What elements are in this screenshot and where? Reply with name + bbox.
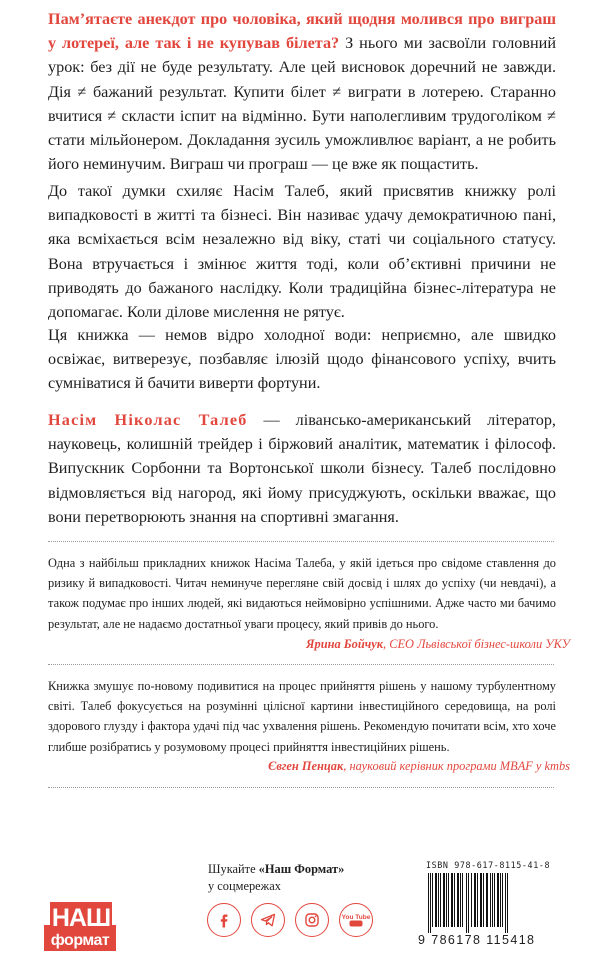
barcode-bar bbox=[443, 873, 445, 927]
barcode bbox=[418, 873, 568, 933]
barcode-bar bbox=[457, 873, 459, 927]
author-name: Насім Ніколас Талеб bbox=[48, 411, 248, 429]
barcode-bar bbox=[477, 873, 478, 927]
barcode-bar bbox=[432, 873, 433, 927]
paragraph-3: Ця книжка — немов відро холодної води: неприємно, але швидко освіжає, витверезує, позбавляє ілюзій щодо фінансового успіху, вчить сумніватися й бачити виверти фортуни. bbox=[48, 326, 556, 393]
review-1-name: Ярина Бойчук bbox=[305, 637, 384, 651]
isbn-number: ISBN 978-617-8115-41-8 bbox=[426, 860, 551, 870]
youtube-icon[interactable] bbox=[339, 903, 373, 937]
barcode-digits: 9 786178 115418 bbox=[418, 933, 536, 947]
barcode-bar bbox=[497, 873, 499, 927]
isbn-block bbox=[418, 860, 568, 947]
barcode-bar bbox=[438, 873, 439, 927]
divider-top bbox=[48, 541, 554, 542]
barcode-bar bbox=[480, 873, 482, 927]
review-2-attribution bbox=[50, 757, 570, 775]
barcode-bar bbox=[468, 873, 469, 933]
paragraph-2: До такої думки схиляє Насім Талеб, який присвятив книжку ролі випадковості в житті та бізнесі. Він називає удачу демократичною пані, яка всміхається всім незалежно від віку, статі чи соціального статусу. Вона втручається і змінює життя тоді, коли об’єктивні причини не приводять до бажаного наслідку. Коли традиційна бізнес-література не допомагає. Коли ділове мислення не рятує. bbox=[48, 182, 556, 322]
barcode-bar bbox=[507, 873, 508, 933]
barcode-bar bbox=[505, 873, 506, 933]
review-1-text: Одна з найбільш прикладних книжок Насіма Талеба, у якій ідеться про свідоме ставлення до ризику й випадковості. Читач неминуче перегляне свій досвід і шлях до успіху (чи невдачі), а також подумає про інших людей, які видаються неймовірно успішними. Адже часто ми бачимо результат, але не надаємо достатньої уваги процесу, який привів до нього. bbox=[48, 556, 556, 631]
telegram-icon[interactable] bbox=[251, 903, 285, 937]
barcode-bar bbox=[448, 873, 449, 927]
author-bio: — лівансько-американський літератор, науковець, колишній трейдер і біржовий аналітик, математик і філософ. Випускник Сорбонни та Вортонської школи бізнесу. Талеб послідовно відмовляється від нагород, які йому присуджують, оскільки вважає, що вони перетворюють знання на спортивні змагання. bbox=[48, 411, 556, 526]
logo-top-text: НАШ bbox=[51, 904, 111, 932]
logo-bottom-text: формат bbox=[50, 932, 110, 949]
social-links bbox=[207, 903, 373, 937]
barcode-bar bbox=[490, 873, 491, 927]
barcode-bar bbox=[483, 873, 484, 927]
social-prompt-prefix: Шукайте bbox=[208, 862, 259, 876]
divider-middle bbox=[48, 664, 554, 665]
review-2-role: , науковий керівник програми MBAF у kmbs bbox=[343, 759, 570, 773]
intro-paragraph bbox=[48, 7, 556, 176]
social-prompt-suffix: у соцмережах bbox=[208, 879, 281, 893]
barcode-bar bbox=[494, 873, 495, 927]
review-2-text: Книжка змушує по-новому подивитися на процес прийняття рішень у нашому турбулентному світі. Талеб фокусується на розумінні цілісної картини інвестиційного середовища, на ролі здорового глузду і фактора удачі під час ухвалення рішень. Рекомендую почитати всім, хто хоче глибше розібратись у розумовому процесі прийняття інвестиційних рішень. bbox=[48, 679, 556, 754]
barcode-bar bbox=[460, 873, 461, 927]
review-1-role: , CEO Львівської бізнес-школи УКУ bbox=[383, 637, 570, 651]
barcode-bar bbox=[435, 873, 437, 927]
barcode-bar bbox=[486, 873, 488, 927]
barcode-bar bbox=[454, 873, 455, 927]
barcode-bar bbox=[451, 873, 453, 927]
divider-bottom bbox=[48, 787, 554, 788]
instagram-icon[interactable] bbox=[295, 903, 329, 937]
publisher-logo bbox=[42, 899, 117, 953]
barcode-bar bbox=[471, 873, 472, 927]
social-prompt bbox=[208, 861, 344, 895]
youtube-label: You Tube bbox=[341, 914, 371, 921]
barcode-bar bbox=[500, 873, 501, 927]
review-1-attribution bbox=[50, 635, 570, 653]
barcode-bar bbox=[502, 873, 503, 927]
barcode-bar bbox=[492, 873, 493, 927]
barcode-bar bbox=[446, 873, 447, 927]
barcode-bar bbox=[462, 873, 463, 927]
barcode-bar bbox=[440, 873, 441, 927]
intro-lead: Пам’ятаєте анекдот про чоловіка, який щодня молився про виграш у лотереї, але так і не купував білета? bbox=[48, 10, 556, 53]
author-bio-paragraph bbox=[48, 408, 556, 529]
review-2-name: Євген Пенцак bbox=[268, 759, 344, 773]
barcode-bar bbox=[428, 873, 429, 933]
facebook-icon[interactable] bbox=[207, 903, 241, 937]
brand-name: «Наш Формат» bbox=[258, 862, 345, 876]
intro-body: З нього ми засвоїли головний урок: без дії не буде результату. Але цей висновок доречний не завжди. Дія ≠ бажаний результат. Купити білет ≠ виграти в лотерею. Старанно вчитися ≠ скласти іспит на відмінно. Бути наполегливим трудоголіком ≠ стати мільйонером. Докладання зусиль уможливлює варіант, а не робить його неминучим. Виграш чи програш — це вже як пощастить. bbox=[48, 34, 556, 174]
barcode-bar bbox=[466, 873, 467, 933]
barcode-bar bbox=[430, 873, 431, 933]
barcode-bar bbox=[474, 873, 476, 927]
